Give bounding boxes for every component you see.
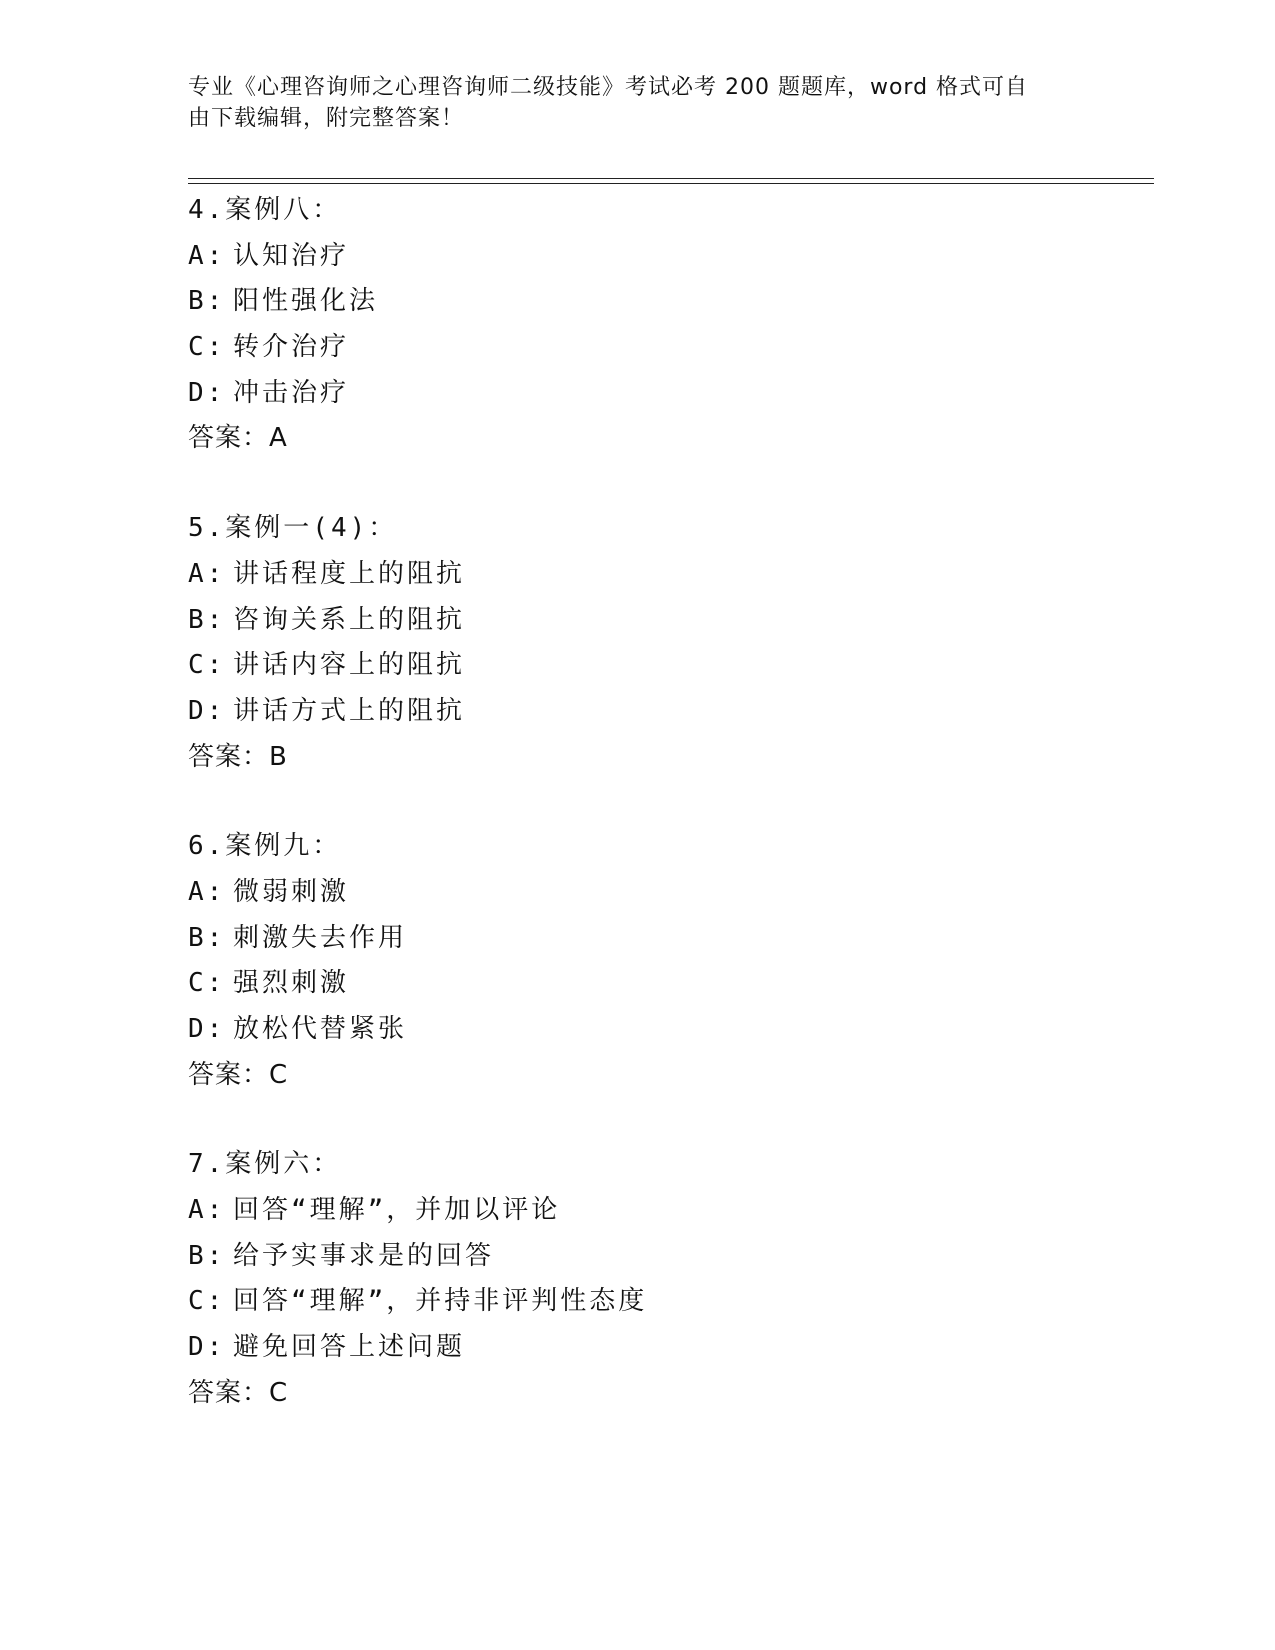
- option-c: [188, 961, 1148, 1007]
- option-d: [188, 371, 1148, 417]
- header-line-2: 由下载编辑，附完整答案！: [188, 106, 465, 131]
- question-title: 6.案例九：: [188, 831, 342, 862]
- option-text: 给予实事求是的回答: [233, 1240, 495, 1271]
- option-text: 冲击治疗: [233, 377, 350, 408]
- option-label: B:: [188, 1240, 226, 1271]
- option-c: [188, 643, 1148, 689]
- option-label: A:: [188, 240, 226, 271]
- option-label: B:: [188, 604, 226, 635]
- option-label: C:: [188, 1286, 226, 1317]
- option-label: D:: [188, 377, 226, 408]
- question-title: 7.案例六：: [188, 1149, 342, 1180]
- question-5: [188, 506, 1148, 780]
- option-b: [188, 598, 1148, 644]
- answer-line: 答案：B: [188, 741, 288, 772]
- option-label: C:: [188, 968, 226, 999]
- option-label: B:: [188, 286, 226, 317]
- option-label: D:: [188, 1014, 226, 1044]
- option-b: [188, 279, 1148, 325]
- option-text: 回答“理解”，并持非评判性态度: [233, 1286, 648, 1317]
- option-label: C:: [188, 650, 226, 681]
- option-c: [188, 325, 1148, 371]
- option-text: 刺激失去作用: [233, 922, 408, 953]
- option-text: 咨询关系上的阻抗: [233, 604, 466, 635]
- option-text: 放松代替紧张: [233, 1014, 408, 1044]
- option-label: C:: [188, 332, 226, 363]
- option-b: [188, 916, 1148, 962]
- option-text: 讲话内容上的阻抗: [233, 650, 466, 681]
- option-text: 转介治疗: [233, 332, 350, 363]
- option-text: 强烈刺激: [233, 968, 350, 999]
- document-header: [188, 72, 1068, 134]
- option-c: [188, 1279, 1148, 1325]
- question-title: 5.案例一(4)：: [188, 513, 398, 544]
- question-7: [188, 1142, 1148, 1416]
- answer-line: 答案：A: [188, 423, 288, 454]
- option-text: 回答“理解”，并加以评论: [233, 1195, 561, 1226]
- option-a: [188, 552, 1148, 598]
- option-b: [188, 1234, 1148, 1280]
- option-text: 阳性强化法: [233, 286, 379, 317]
- question-4: [188, 188, 1148, 462]
- option-label: A:: [188, 876, 226, 907]
- question-6: [188, 824, 1148, 1098]
- answer-line: 答案：C: [188, 1377, 289, 1408]
- option-d: [188, 1007, 1148, 1053]
- option-d: [188, 689, 1148, 735]
- option-text: 认知治疗: [233, 240, 350, 271]
- answer-line: 答案：C: [188, 1059, 289, 1090]
- option-label: A:: [188, 558, 226, 589]
- option-d: [188, 1325, 1148, 1371]
- option-a: [188, 234, 1148, 280]
- option-text: 微弱刺激: [233, 876, 350, 907]
- question-list: [188, 188, 1148, 1417]
- option-a: [188, 870, 1148, 916]
- option-label: A:: [188, 1195, 226, 1226]
- option-text: 讲话方式上的阻抗: [233, 695, 466, 726]
- option-text: 讲话程度上的阻抗: [233, 558, 466, 589]
- header-divider: [188, 178, 1154, 184]
- option-label: B:: [188, 922, 226, 953]
- option-label: D:: [188, 695, 226, 726]
- option-text: 避免回答上述问题: [233, 1332, 466, 1363]
- option-label: D:: [188, 1332, 226, 1363]
- option-a: [188, 1188, 1148, 1234]
- question-title: 4.案例八：: [188, 195, 342, 225]
- header-line-1: 专业《心理咨询师之心理咨询师二级技能》考试必考 200 题题库，word 格式可自: [188, 75, 1029, 100]
